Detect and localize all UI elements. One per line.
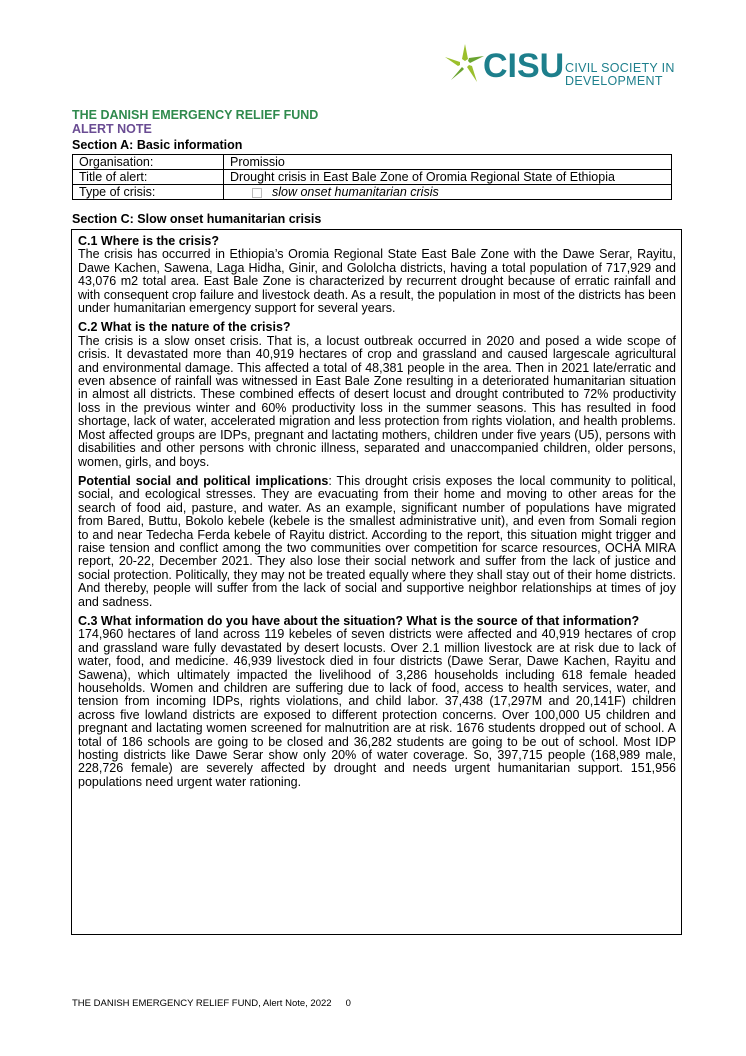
section-c-box (71, 229, 682, 935)
info-value-cell (224, 185, 672, 200)
info-value: Drought crisis in East Bale Zone of Oromia Regional State of Ethiopia (224, 170, 672, 185)
logo-tagline (565, 62, 675, 88)
doc-type: ALERT NOTE (72, 122, 152, 136)
c1-block (78, 235, 676, 315)
c2-answer: The crisis is a slow onset crisis. That is, a locust outbreak occurred in 2020 and posed a wide scope of crisis. It devastated more than 40,919 hectares of crop and grassland and caused largescale agricultural and environmental damage. This affected a total of 48,381 people in the area. Then in 2021 late/erratic and even absence of rainfall was witnessed in East Bale Zone resulting in a deteriorated humanitarian situation in almost all districts. These combined effects of desert locust and drought contributed to 72% productivity loss in the previous winter and 60% productivity loss in the summer seasons. This has resulted in food shortage, lack of water, accelerated migration and less protection from rights violation, and health problems. Most affected groups are IDPs, pregnant and lactating mothers, children under five years (U5), persons with disabilities and other persons with chronic illness, separated and unaccompanied children, older persons, women, girls, and boys. (78, 333, 676, 469)
cisu-logo (443, 42, 693, 90)
info-label: Type of crisis: (73, 185, 224, 200)
table-row (73, 185, 672, 200)
section-a-heading: Section A: Basic information (72, 138, 243, 152)
section-c-heading: Section C: Slow onset humanitarian crisis (72, 212, 322, 226)
crisis-type-checkbox[interactable] (252, 188, 262, 198)
cisu-star-icon (443, 42, 487, 86)
c3-question: C.3 What information do you have about the situation? What is the source of that information? (78, 613, 640, 628)
logo-tagline-line1: CIVIL SOCIETY IN (565, 61, 675, 75)
footer-text: THE DANISH EMERGENCY RELIEF FUND, Alert Note, 2022 (72, 998, 332, 1009)
page-number: 0 (345, 998, 351, 1009)
info-value: slow onset humanitarian crisis (272, 185, 439, 199)
basic-info-table (72, 154, 672, 200)
c1-question: C.1 Where is the crisis? (78, 234, 220, 248)
fund-title: THE DANISH EMERGENCY RELIEF FUND (72, 108, 319, 122)
implications-text: : This drought crisis exposes the local community to political, social, and ecological stresses. They are evacuating from their home and moving to other areas for the search of food aid, pasture, and water. As an example, significant number of populations have migrated from Bared, Buttu, Bokolo kebele (kebele is the smallest administrative unit), and even from Somali region to and near Tedecha Ferda kebele of Rayitu district. According to the report, this situation might trigger and raise tension and conflict among the two communities over competition for scarce resources, OCHA MIRA report, 20-22, December 2021. They also lose their social network and suffer from the lack of justice and social protection. Politically, they may not be treated equally where they shall stay out of their home districts. And thereby, people will suffer from the lack of social and supportive neighbor relationships at times of joy and sadness. (78, 473, 677, 609)
c3-block (78, 615, 676, 789)
info-label: Organisation: (73, 155, 224, 170)
c1-answer: The crisis has occurred in Ethiopia’s Oromia Regional State East Bale Zone with the Dawe Serar, Rayitu, Dawe Kachen, Sawena, Laga Hidha, Ginir, and Gololcha districts, having a total population of 717,929 and 43,076 m2 total area. East Bale Zone is characterized by recurrent drought because of erratic rainfall and with consequent crop failure and livestock death. As a result, the population in most of the districts has been under humanitarian emergency support for several years. (78, 247, 676, 316)
c2-block (78, 321, 676, 468)
page-footer (72, 998, 351, 1010)
table-row (73, 155, 672, 170)
c2-question: C.2 What is the nature of the crisis? (78, 320, 291, 335)
implications-block (78, 475, 676, 609)
info-value: Promissio (224, 155, 672, 170)
table-row (73, 170, 672, 185)
info-label: Title of alert: (73, 170, 224, 185)
c3-answer: 174,960 hectares of land across 119 kebeles of seven districts were affected and 40,919 hectares of crop and grassland ware fully devastated by desert locusts. Over 2.1 million livestock are at risk due to lack of water, food, and medicine. 46,939 livestock died in four districts (Dawe Serar, Dawe Kachen, Rayitu and Sawena), which ultimately impacted the livelihood of 3,286 households including 618 female headed households. Women and children are suffering due to lack of food, access to health services, water, and tension from incoming IDPs, rights violations, and child labor. 37,438 (17,297M and 20,141F) children across five lowland districts are exposed to different protection concerns. Over 100,000 U5 children and pregnant and lactating women screened for malnutrition are at risk. 1676 students dropped out of school. A total of 186 schools are going to be closed and 36,282 students are going to be out of school. Most IDP hosting districts like Dawe Serar show only 20% of water coverage. So, 397,715 people (168,989 male, 228,726 female) are severely affected by drought and needs urgent humanitarian support. 151,956 populations need urgent water rationing. (78, 627, 676, 789)
logo-tagline-line2: DEVELOPMENT (565, 74, 663, 88)
implications-label: Potential social and political implications (78, 473, 329, 488)
logo-wordmark: CISU (483, 47, 565, 85)
